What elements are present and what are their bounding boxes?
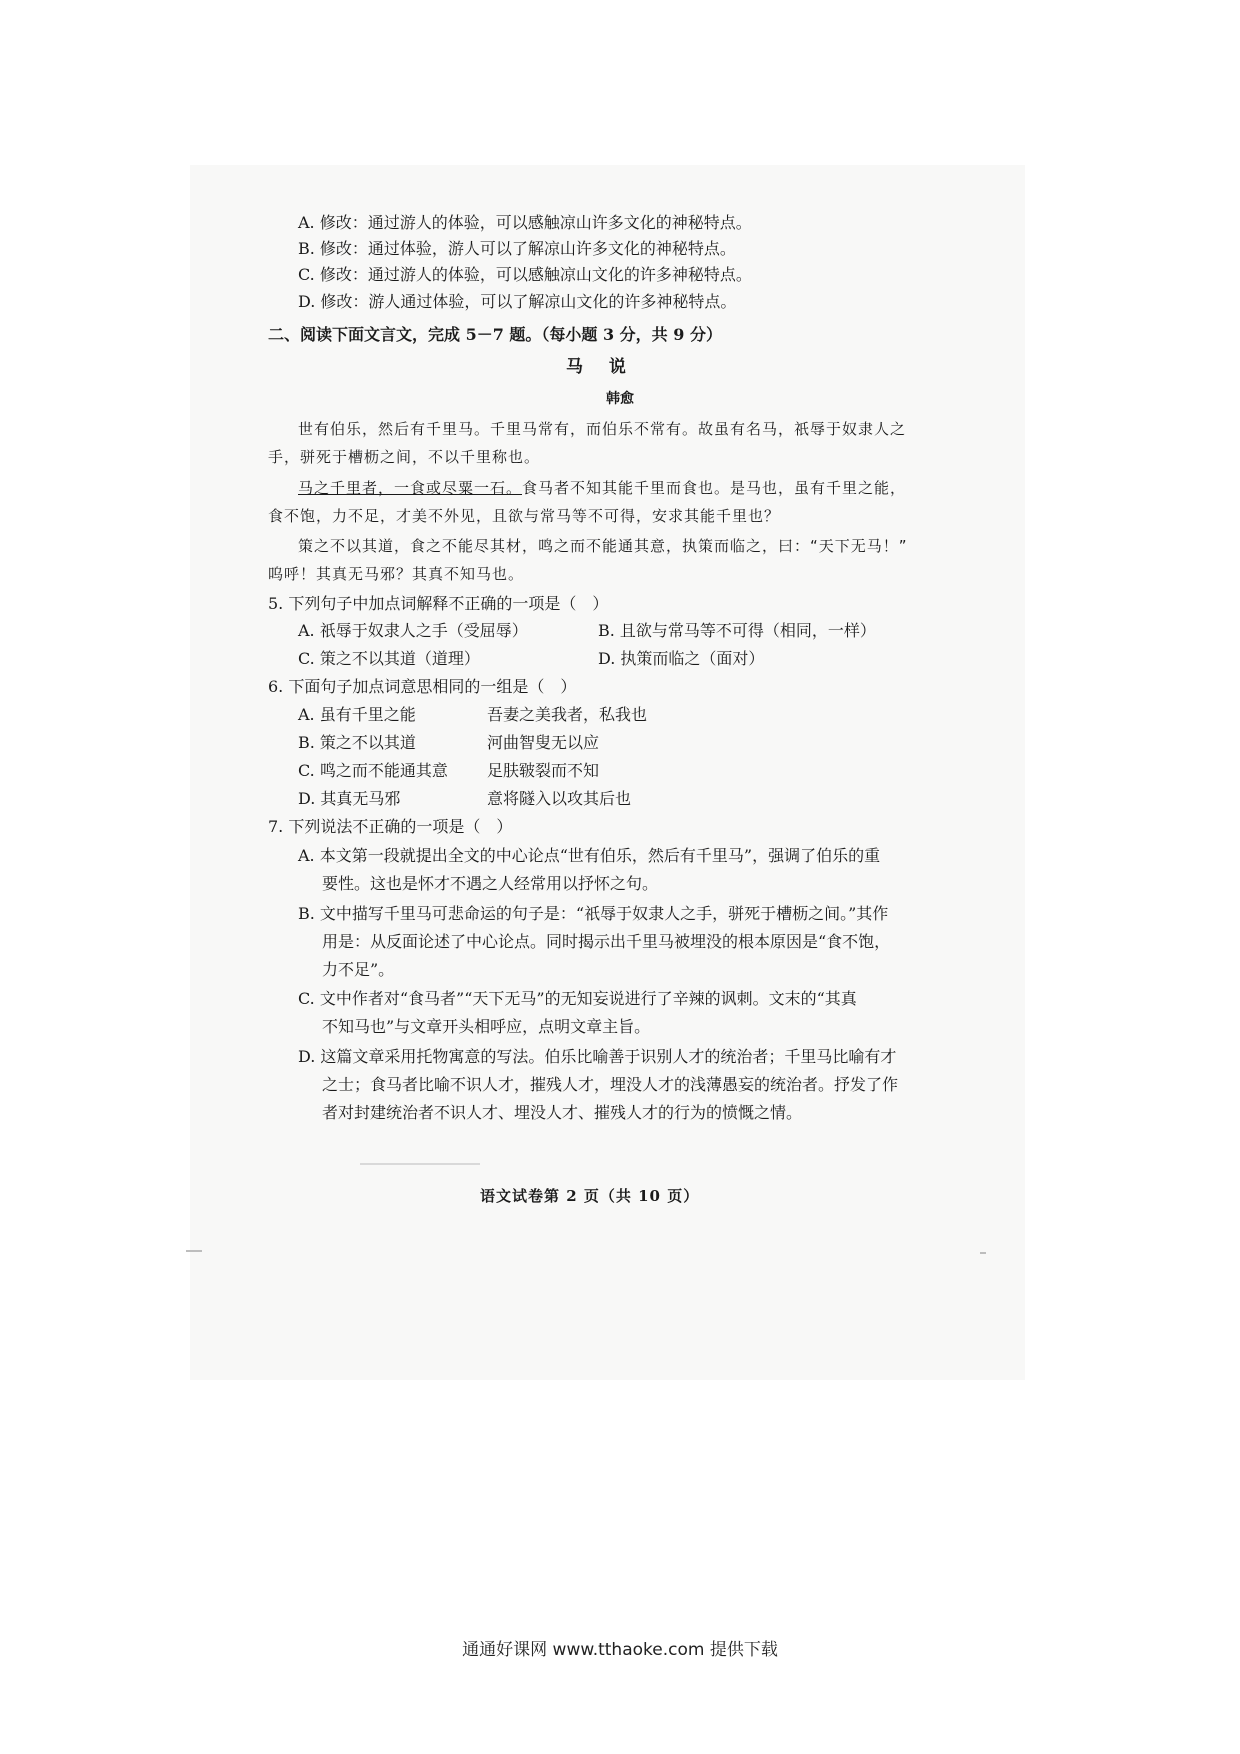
passage-line: 呜呼！其真无马邪？其真不知马也。 [268, 565, 525, 583]
q7-line: A. 本文第一段就提出全文的中心论点“世有伯乐，然后有千里马”，强调了伯乐的重 [298, 846, 881, 865]
q6-pair-a-right: 吾妻之美我者，私我也 [487, 705, 648, 724]
scan-smudge [360, 1163, 480, 1165]
q7-line: C. 文中作者对“食马者”“天下无马”的无知妄说进行了辛辣的讽刺。文末的“其真 [298, 989, 857, 1008]
q6-pair-c-right: 足肤皲裂而不知 [487, 761, 600, 780]
option-b: B. 修改：通过体验，游人可以了解凉山许多文化的神秘特点。 [298, 239, 736, 258]
scan-speck [186, 1250, 202, 1252]
q6-pair-c-left: C. 鸣之而不能通其意 [298, 761, 448, 780]
q6-pair-b-left: B. 策之不以其道 [298, 733, 416, 752]
scan-speck [980, 1252, 986, 1254]
q6-stem: 6. 下面句子加点词意思相同的一组是（ ） [268, 677, 577, 696]
passage-line: 手，骈死于槽枥之间，不以千里称也。 [268, 448, 541, 466]
q7-line: 用是：从反面论述了中心论点。同时揭示出千里马被埋没的根本原因是“食不饱， [322, 932, 891, 951]
passage-author: 韩愈 [606, 391, 634, 407]
passage-line: 食不饱，力不足，才美不外见，且欲与常马等不可得，安求其能千里也？ [268, 507, 781, 525]
option-c: C. 修改：通过游人的体验，可以感触凉山文化的许多神秘特点。 [298, 265, 752, 284]
q6-pair-d-left: D. 其真无马邪 [298, 789, 401, 808]
q6-pair-a-left: A. 虽有千里之能 [298, 705, 416, 724]
site-footer: 通通好课网 www.tthaoke.com 提供下载 [462, 1640, 778, 1660]
underlined-sentence: 马之千里者，一食或尽粟一石。 [298, 479, 523, 497]
q7-line: 之士；食马者比喻不识人才，摧残人才，埋没人才的浅薄愚妄的统治者。抒发了作 [322, 1075, 899, 1094]
q5-option-b: B. 且欲与常马等不可得（相同，一样） [598, 621, 876, 640]
q7-line: 不知马也”与文章开头相呼应，点明文章主旨。 [322, 1017, 651, 1036]
passage-line-3 [298, 477, 906, 499]
passage-line-rest: 食马者不知其能千里而食也。是马也，虽有千里之能， [522, 479, 907, 497]
q6-pair-d-right: 意将隧入以攻其后也 [487, 789, 632, 808]
q5-option-c: C. 策之不以其道（道理） [298, 649, 480, 668]
q6-pair-b-right: 河曲智叟无以应 [487, 733, 600, 752]
q7-line: 者对封建统治者不识人才、埋没人才、摧残人才的行为的愤慨之情。 [322, 1103, 803, 1122]
passage-line: 世有伯乐，然后有千里马。千里马常有，而伯乐不常有。故虽有名马，祇辱于奴隶人之 [298, 420, 907, 438]
option-d: D. 修改：游人通过体验，可以了解凉山文化的许多神秘特点。 [298, 292, 737, 311]
option-a: A. 修改：通过游人的体验，可以感触凉山许多文化的神秘特点。 [298, 213, 752, 232]
page-number-footer: 语文试卷第 2 页（共 10 页） [480, 1187, 700, 1205]
q7-line: 要性。这也是怀才不遇之人经常用以抒怀之句。 [322, 874, 659, 893]
passage-line: 策之不以其道，食之不能尽其材，鸣之而不能通其意，执策而临之，曰：“天下无马！” [298, 537, 908, 555]
q7-line: B. 文中描写千里马可悲命运的句子是：“祇辱于奴隶人之手，骈死于槽枥之间。”其作 [298, 904, 889, 923]
q7-line: 力不足”。 [322, 960, 395, 979]
q7-line: D. 这篇文章采用托物寓意的写法。伯乐比喻善于识别人才的统治者；千里马比喻有才 [298, 1047, 897, 1066]
q5-stem: 5. 下列句子中加点词解释不正确的一项是（ ） [268, 594, 609, 613]
q5-option-a: A. 祇辱于奴隶人之手（受屈辱） [298, 621, 528, 640]
q5-option-d: D. 执策而临之（面对） [598, 649, 765, 668]
section-heading: 二、阅读下面文言文，完成 5－7 题。（每小题 3 分，共 9 分） [268, 325, 722, 344]
q7-stem: 7. 下列说法不正确的一项是（ ） [268, 817, 513, 836]
passage-title: 马 说 [566, 357, 636, 377]
